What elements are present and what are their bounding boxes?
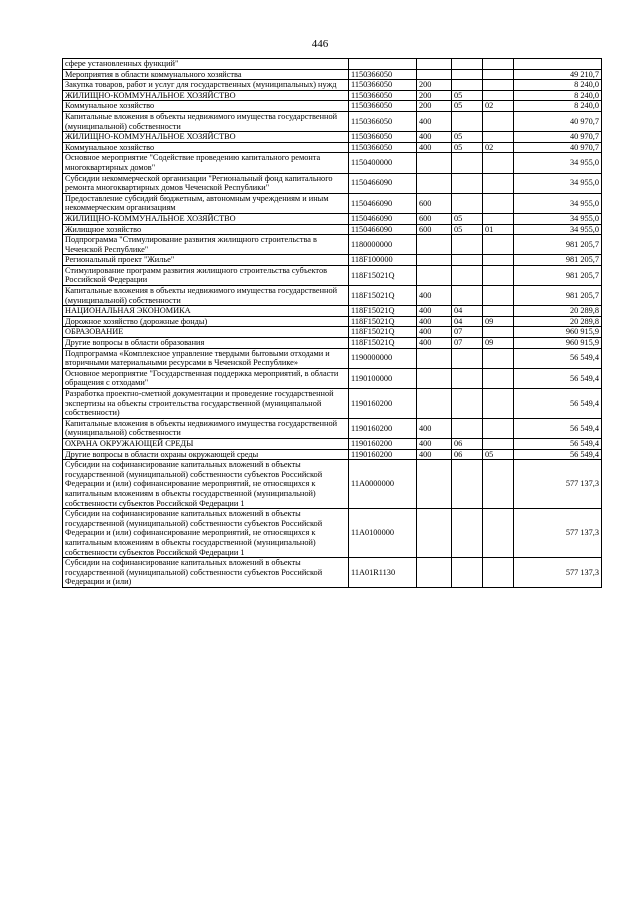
table-row (63, 558, 602, 588)
row-rz-cell (452, 348, 483, 368)
row-pr-cell (483, 306, 514, 317)
table-row (63, 438, 602, 449)
row-name-cell: Капитальные вложения в объекты недвижимого имущества государственной (муниципальной) собственности (63, 418, 349, 438)
row-vr-cell: 400 (417, 142, 452, 153)
row-code-cell: 1190160200 (349, 389, 417, 419)
row-sum-cell: 34 955,0 (514, 193, 602, 213)
row-sum-cell: 577 137,3 (514, 509, 602, 558)
row-vr-cell: 400 (417, 338, 452, 349)
row-code-cell: 1150400000 (349, 153, 417, 173)
row-name-cell: Закупка товаров, работ и услуг для государственных (муниципальных) нужд (63, 80, 349, 91)
row-code-cell: 118F100000 (349, 255, 417, 266)
row-name-cell: Субсидии на софинансирование капитальных вложений в объекты государственной (муниципальной) собственности субъектов Российской Федерации и (или) (63, 558, 349, 588)
row-rz-cell: 05 (452, 142, 483, 153)
row-code-cell: 1150366050 (349, 101, 417, 112)
row-vr-cell: 400 (417, 306, 452, 317)
table-row (63, 265, 602, 285)
table-row (63, 460, 602, 509)
row-code-cell: 1190100000 (349, 368, 417, 388)
row-rz-cell: 07 (452, 327, 483, 338)
table-row (63, 193, 602, 213)
row-rz-cell (452, 69, 483, 80)
row-pr-cell (483, 327, 514, 338)
row-sum-cell: 40 970,7 (514, 111, 602, 131)
row-vr-cell: 600 (417, 213, 452, 224)
row-name-cell: сфере установленных функций" (63, 59, 349, 70)
row-sum-cell: 56 549,4 (514, 418, 602, 438)
row-sum-cell: 8 240,0 (514, 101, 602, 112)
row-code-cell: 118F15021Q (349, 327, 417, 338)
row-sum-cell: 56 549,4 (514, 438, 602, 449)
row-sum-cell: 34 955,0 (514, 153, 602, 173)
row-vr-cell (417, 255, 452, 266)
table-row (63, 224, 602, 235)
row-vr-cell: 600 (417, 224, 452, 235)
row-code-cell: 118F15021Q (349, 286, 417, 306)
row-pr-cell (483, 558, 514, 588)
row-name-cell: Основное мероприятие "Государственная поддержка мероприятий, в области обращения с отходами" (63, 368, 349, 388)
row-name-cell: Предоставление субсидий бюджетным, автономным учреждениям и иным некоммерческим организациям (63, 193, 349, 213)
row-name-cell: ОХРАНА ОКРУЖАЮЩЕЙ СРЕДЫ (63, 438, 349, 449)
budget-table (62, 58, 602, 588)
row-code-cell: 1150466090 (349, 213, 417, 224)
row-sum-cell: 960 915,9 (514, 327, 602, 338)
row-code-cell: 1190160200 (349, 449, 417, 460)
row-code-cell: 1150366050 (349, 132, 417, 143)
row-rz-cell: 05 (452, 90, 483, 101)
row-name-cell: Другие вопросы в области образования (63, 338, 349, 349)
table-row (63, 153, 602, 173)
table-row (63, 132, 602, 143)
row-name-cell: НАЦИОНАЛЬНАЯ ЭКОНОМИКА (63, 306, 349, 317)
row-rz-cell (452, 111, 483, 131)
row-code-cell: 1150466090 (349, 224, 417, 235)
row-pr-cell (483, 389, 514, 419)
row-code-cell: 1190160200 (349, 418, 417, 438)
row-vr-cell (417, 348, 452, 368)
table-row (63, 348, 602, 368)
row-rz-cell: 04 (452, 316, 483, 327)
row-code-cell: 1150366050 (349, 111, 417, 131)
row-code-cell: 11А0100000 (349, 509, 417, 558)
row-rz-cell: 05 (452, 224, 483, 235)
table-row (63, 327, 602, 338)
row-rz-cell: 05 (452, 213, 483, 224)
row-sum-cell: 981 205,7 (514, 286, 602, 306)
page-number: 446 (311, 38, 329, 50)
row-pr-cell (483, 265, 514, 285)
table-row (63, 389, 602, 419)
row-vr-cell (417, 69, 452, 80)
row-vr-cell: 200 (417, 90, 452, 101)
row-code-cell (349, 59, 417, 70)
row-code-cell: 1150366050 (349, 142, 417, 153)
row-name-cell: Коммунальное хозяйство (63, 101, 349, 112)
row-name-cell: Региональный проект "Жилье" (63, 255, 349, 266)
row-name-cell: Жилищное хозяйство (63, 224, 349, 235)
table-row (63, 418, 602, 438)
row-name-cell: Другие вопросы в области охраны окружающей среды (63, 449, 349, 460)
row-code-cell: 1150466090 (349, 173, 417, 193)
row-pr-cell (483, 348, 514, 368)
row-vr-cell (417, 153, 452, 173)
row-code-cell: 118F15021Q (349, 265, 417, 285)
row-vr-cell (417, 265, 452, 285)
table-row (63, 316, 602, 327)
row-vr-cell: 400 (417, 449, 452, 460)
row-vr-cell: 200 (417, 101, 452, 112)
row-rz-cell (452, 460, 483, 509)
row-sum-cell: 34 955,0 (514, 173, 602, 193)
row-pr-cell (483, 460, 514, 509)
row-pr-cell (483, 418, 514, 438)
row-name-cell: Разработка проектно-сметной документации и проведение государственной экспертизы на объекты строительства государственной (муниципальной собственности) (63, 389, 349, 419)
row-pr-cell: 02 (483, 142, 514, 153)
row-code-cell: 118F15021Q (349, 316, 417, 327)
row-rz-cell (452, 368, 483, 388)
row-rz-cell: 06 (452, 449, 483, 460)
row-pr-cell (483, 69, 514, 80)
row-rz-cell (452, 193, 483, 213)
row-pr-cell (483, 59, 514, 70)
row-pr-cell (483, 173, 514, 193)
table-row (63, 173, 602, 193)
row-vr-cell (417, 59, 452, 70)
table-row (63, 101, 602, 112)
table-row (63, 338, 602, 349)
row-rz-cell: 05 (452, 132, 483, 143)
row-code-cell: 118F15021Q (349, 338, 417, 349)
row-sum-cell: 981 205,7 (514, 255, 602, 266)
row-pr-cell (483, 90, 514, 101)
row-rz-cell (452, 80, 483, 91)
row-rz-cell (452, 59, 483, 70)
row-vr-cell: 400 (417, 418, 452, 438)
row-sum-cell: 20 289,8 (514, 306, 602, 317)
row-pr-cell (483, 153, 514, 173)
row-rz-cell (452, 235, 483, 255)
row-vr-cell (417, 389, 452, 419)
row-name-cell: Подпрограмма "Стимулирование развития жилищного строительства в Чеченской Республике" (63, 235, 349, 255)
row-name-cell: Субсидии на софинансирование капитальных вложений в объекты государственной (муниципальной) собственности субъектов Российской Федерации и (или) софинансирование мероприятий, не относящихся к капитальным вложениям в объекты государственной (муниципальной) собственности субъектов Российской Федерации 1 (63, 460, 349, 509)
row-name-cell: ЖИЛИЩНО-КОММУНАЛЬНОЕ ХОЗЯЙСТВО (63, 213, 349, 224)
row-pr-cell: 01 (483, 224, 514, 235)
budget-table-body (63, 59, 602, 588)
row-rz-cell: 07 (452, 338, 483, 349)
row-name-cell: ЖИЛИЩНО-КОММУНАЛЬНОЕ ХОЗЯЙСТВО (63, 132, 349, 143)
row-vr-cell (417, 173, 452, 193)
row-code-cell: 118F15021Q (349, 306, 417, 317)
row-sum-cell: 40 970,7 (514, 142, 602, 153)
row-sum-cell: 981 205,7 (514, 235, 602, 255)
row-rz-cell (452, 418, 483, 438)
row-sum-cell: 577 137,3 (514, 558, 602, 588)
row-rz-cell (452, 265, 483, 285)
row-name-cell: Основное мероприятие "Содействие проведению капитального ремонта многоквартирных домов" (63, 153, 349, 173)
row-pr-cell (483, 235, 514, 255)
row-name-cell: ЖИЛИЩНО-КОММУНАЛЬНОЕ ХОЗЯЙСТВО (63, 90, 349, 101)
row-name-cell: Субсидии на софинансирование капитальных вложений в объекты государственной (муниципальной) собственности субъектов Российской Федерации и (или) софинансирование мероприятий, не относящихся к капитальным вложениям в объекты государственной (муниципальной) собственности субъектов Российской Федерации 1 (63, 509, 349, 558)
row-vr-cell (417, 558, 452, 588)
row-code-cell: 1150366050 (349, 80, 417, 91)
table-row (63, 59, 602, 70)
row-sum-cell: 56 549,4 (514, 348, 602, 368)
table-row (63, 255, 602, 266)
row-rz-cell: 04 (452, 306, 483, 317)
table-row (63, 235, 602, 255)
row-sum-cell: 34 955,0 (514, 224, 602, 235)
row-sum-cell: 34 955,0 (514, 213, 602, 224)
table-row (63, 111, 602, 131)
row-pr-cell (483, 438, 514, 449)
table-row (63, 213, 602, 224)
row-name-cell: Стимулирование программ развития жилищного строительства субъектов Российской Федерации (63, 265, 349, 285)
row-rz-cell (452, 255, 483, 266)
row-sum-cell: 56 549,4 (514, 449, 602, 460)
row-pr-cell (483, 111, 514, 131)
table-row (63, 80, 602, 91)
table-row (63, 286, 602, 306)
row-pr-cell (483, 509, 514, 558)
row-pr-cell (483, 286, 514, 306)
table-row (63, 90, 602, 101)
row-vr-cell: 600 (417, 193, 452, 213)
row-code-cell: 1150366050 (349, 90, 417, 101)
row-vr-cell: 200 (417, 80, 452, 91)
row-code-cell: 11А0000000 (349, 460, 417, 509)
row-sum-cell: 40 970,7 (514, 132, 602, 143)
row-vr-cell: 400 (417, 438, 452, 449)
row-vr-cell: 400 (417, 286, 452, 306)
row-sum-cell: 981 205,7 (514, 265, 602, 285)
row-code-cell: 1150366050 (349, 69, 417, 80)
row-rz-cell (452, 558, 483, 588)
row-rz-cell (452, 286, 483, 306)
row-name-cell: ОБРАЗОВАНИЕ (63, 327, 349, 338)
row-name-cell: Дорожное хозяйство (дорожные фонды) (63, 316, 349, 327)
row-rz-cell: 06 (452, 438, 483, 449)
table-row (63, 368, 602, 388)
row-sum-cell: 960 915,9 (514, 338, 602, 349)
row-vr-cell (417, 368, 452, 388)
row-vr-cell (417, 235, 452, 255)
row-code-cell: 1190000000 (349, 348, 417, 368)
row-pr-cell (483, 255, 514, 266)
table-row (63, 306, 602, 317)
row-vr-cell: 400 (417, 111, 452, 131)
row-code-cell: 1180000000 (349, 235, 417, 255)
row-name-cell: Капитальные вложения в объекты недвижимого имущества государственной (муниципальной) собственности (63, 286, 349, 306)
row-rz-cell (452, 389, 483, 419)
row-name-cell: Капитальные вложения в объекты недвижимого имущества государственной (муниципальной) собственности (63, 111, 349, 131)
row-vr-cell (417, 509, 452, 558)
row-pr-cell (483, 213, 514, 224)
row-sum-cell: 8 240,0 (514, 80, 602, 91)
row-code-cell: 1150466090 (349, 193, 417, 213)
row-pr-cell (483, 193, 514, 213)
row-rz-cell (452, 173, 483, 193)
row-name-cell: Мероприятия в области коммунального хозяйства (63, 69, 349, 80)
row-vr-cell (417, 460, 452, 509)
table-row (63, 69, 602, 80)
row-pr-cell (483, 132, 514, 143)
row-sum-cell (514, 59, 602, 70)
row-pr-cell: 05 (483, 449, 514, 460)
row-sum-cell: 8 240,0 (514, 90, 602, 101)
table-row (63, 509, 602, 558)
table-row (63, 449, 602, 460)
row-vr-cell: 400 (417, 327, 452, 338)
row-name-cell: Коммунальное хозяйство (63, 142, 349, 153)
row-code-cell: 11А01R1130 (349, 558, 417, 588)
row-name-cell: Субсидии некоммерческой организации "Региональный фонд капитального ремонта многоквартирных домов Чеченской Республики" (63, 173, 349, 193)
row-pr-cell (483, 368, 514, 388)
row-vr-cell: 400 (417, 132, 452, 143)
row-rz-cell (452, 509, 483, 558)
row-vr-cell: 400 (417, 316, 452, 327)
row-sum-cell: 56 549,4 (514, 368, 602, 388)
row-name-cell: Подпрограмма «Комплексное управление твердыми бытовыми отходами и вторичными материальными ресурсами в Чеченской Республике» (63, 348, 349, 368)
row-pr-cell: 09 (483, 316, 514, 327)
row-rz-cell: 05 (452, 101, 483, 112)
row-sum-cell: 49 210,7 (514, 69, 602, 80)
row-code-cell: 1190160200 (349, 438, 417, 449)
row-pr-cell: 02 (483, 101, 514, 112)
row-sum-cell: 56 549,4 (514, 389, 602, 419)
row-rz-cell (452, 153, 483, 173)
row-pr-cell (483, 80, 514, 91)
row-sum-cell: 20 289,8 (514, 316, 602, 327)
row-pr-cell: 09 (483, 338, 514, 349)
table-row (63, 142, 602, 153)
row-sum-cell: 577 137,3 (514, 460, 602, 509)
